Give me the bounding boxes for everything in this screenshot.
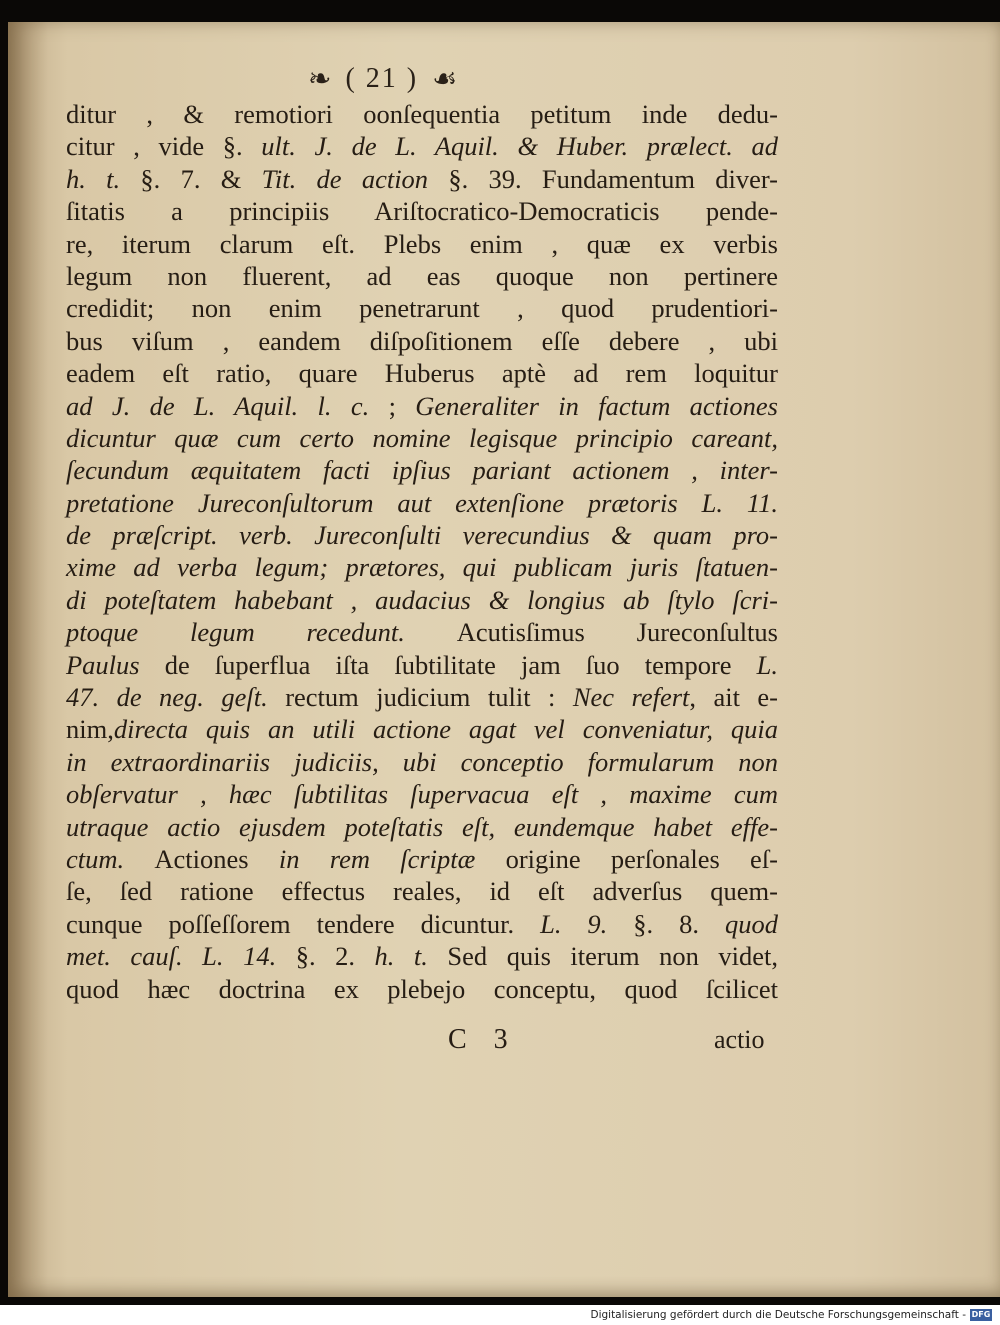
roman-segment: ditur , & remotiori oonſequentia petitum inde dedu-: [66, 99, 778, 129]
text-line: [66, 228, 778, 260]
roman-segment: , ait e-: [689, 682, 778, 713]
text-line: [66, 519, 778, 551]
italic-segment: ad J. de L. Aquil. l. c.: [66, 390, 389, 421]
text-line: [66, 454, 778, 486]
roman-segment: legum non fluerent, ad eas quoque non pertinere: [66, 260, 778, 291]
roman-segment: ſitatis a principiis Ariſtocratico-Democraticis pende-: [66, 196, 778, 227]
text-line: [66, 195, 778, 227]
roman-segment: nim,: [66, 714, 114, 745]
page-footer: [8, 1022, 1000, 1062]
roman-segment: ;: [388, 390, 416, 421]
text-line: [66, 746, 778, 778]
italic-segment: Nec refert: [572, 682, 690, 713]
italic-segment: ſecundum æquitatem facti ipſius pariant actionem , inter-: [66, 455, 778, 486]
text-line: [66, 778, 778, 810]
catchword: actio: [714, 1025, 765, 1054]
italic-segment: dicuntur quæ cum certo nomine legisque principio careant,: [66, 422, 778, 453]
text-line: [66, 551, 778, 583]
roman-segment: credidit; non enim penetrarunt , quod prudentiori-: [66, 293, 778, 324]
text-line: [66, 973, 778, 1005]
dfg-logo: DFG: [971, 1310, 991, 1319]
page-number: ( 21 ): [345, 63, 419, 94]
italic-segment: 47. de neg. geſt.: [66, 682, 286, 713]
body-text: [66, 98, 778, 1005]
italic-segment: ult. J. de L. Aquil. & Huber. prælect. ad: [261, 131, 779, 162]
signature-mark: C 3: [448, 1024, 518, 1055]
text-line: [66, 325, 778, 357]
roman-segment: de ſuperflua iſta ſubtilitate jam ſuo tempore: [164, 649, 757, 680]
roman-segment: bus viſum , eandem diſpoſitionem eſſe debere , ubi: [66, 325, 778, 356]
text-line: [66, 875, 778, 907]
roman-segment: citur , vide §.: [66, 131, 262, 162]
italic-segment: Generaliter in factum actiones: [415, 390, 778, 421]
text-line: [66, 260, 778, 292]
italic-segment: in rem ſcriptæ: [278, 843, 506, 874]
book-page: [8, 22, 1000, 1297]
text-line: [66, 649, 778, 681]
italic-segment: quod: [725, 908, 778, 939]
text-line: [66, 843, 778, 875]
italic-segment: di poteſtatem habebant , audacius & longius ab ſtylo ſcri-: [66, 584, 778, 615]
fleuron-left-icon: ❧: [308, 62, 332, 95]
text-line: [66, 584, 778, 616]
italic-segment: utraque actio ejusdem poteſtatis eſt, eundemque habet effe-: [66, 811, 778, 842]
roman-segment: §. 39. Fundamentum diver-: [448, 163, 778, 194]
roman-segment: ſe, ſed ratione effectus reales, id eſt adverſus quem-: [66, 876, 778, 907]
italic-segment: L.: [756, 649, 778, 680]
italic-segment: directa quis an utili actione agat vel conveniatur, quia: [113, 714, 778, 745]
italic-segment: ctum.: [66, 843, 155, 874]
italic-segment: pretatione Jureconſultorum aut extenſione prætoris L. 11.: [66, 487, 778, 518]
text-line: [66, 940, 778, 972]
italic-segment: Tit. de action: [261, 163, 449, 194]
roman-segment: Acutisſimus Jureconſultus: [456, 617, 778, 648]
roman-segment: eadem eſt ratio, quare Huberus aptè ad rem loquitur: [66, 358, 778, 389]
italic-segment: in extraordinariis judiciis, ubi conceptio formularum non: [66, 746, 778, 777]
text-line: [66, 357, 778, 389]
italic-segment: L. 9.: [540, 908, 634, 939]
text-line: [66, 713, 778, 745]
roman-segment: §. 8.: [633, 908, 725, 939]
italic-segment: h. t.: [374, 941, 428, 972]
text-line: [66, 422, 778, 454]
roman-segment: re, iterum clarum eſt. Plebs enim , quæ ex verbis: [66, 228, 778, 259]
roman-segment: §. 2.: [295, 941, 375, 972]
digitization-credit: [590, 1307, 992, 1323]
italic-segment: met. cauſ. L. 14.: [66, 941, 296, 972]
roman-segment: Sed quis iterum non videt,: [427, 941, 778, 972]
roman-segment: cunque poſſeſſorem tendere dicuntur.: [66, 908, 541, 939]
text-line: [66, 908, 778, 940]
italic-segment: xime ad verba legum; prætores, qui publicam juris ſtatuen-: [66, 552, 778, 583]
italic-segment: Paulus: [66, 649, 165, 680]
text-line: [66, 98, 778, 130]
text-line: [66, 292, 778, 324]
italic-segment: de præſcript. verb. Jureconſulti verecundius & quam pro-: [66, 520, 778, 551]
roman-segment: rectum judicium tulit :: [285, 682, 573, 713]
fleuron-right-icon: ☙: [432, 62, 458, 95]
text-line: [66, 390, 778, 422]
roman-segment: Actiones: [154, 843, 279, 874]
italic-segment: h. t.: [66, 163, 141, 194]
text-line: [66, 130, 778, 162]
text-line: [66, 163, 778, 195]
roman-segment: origine perſonales eſ-: [505, 843, 779, 874]
text-line: [66, 487, 778, 519]
italic-segment: ptoque legum recedunt.: [66, 617, 457, 648]
text-line: [66, 681, 778, 713]
text-line: [66, 616, 778, 648]
roman-segment: §. 7. &: [140, 163, 262, 194]
credit-text: Digitalisierung gefördert durch die Deutsche Forschungsgemeinschaft -: [590, 1309, 966, 1321]
italic-segment: obſervatur , hæc ſubtilitas ſupervacua eſt , maxime cum: [66, 779, 778, 810]
text-line: [66, 811, 778, 843]
roman-segment: quod hæc doctrina ex plebejo conceptu, quod ſcilicet: [66, 973, 778, 1004]
